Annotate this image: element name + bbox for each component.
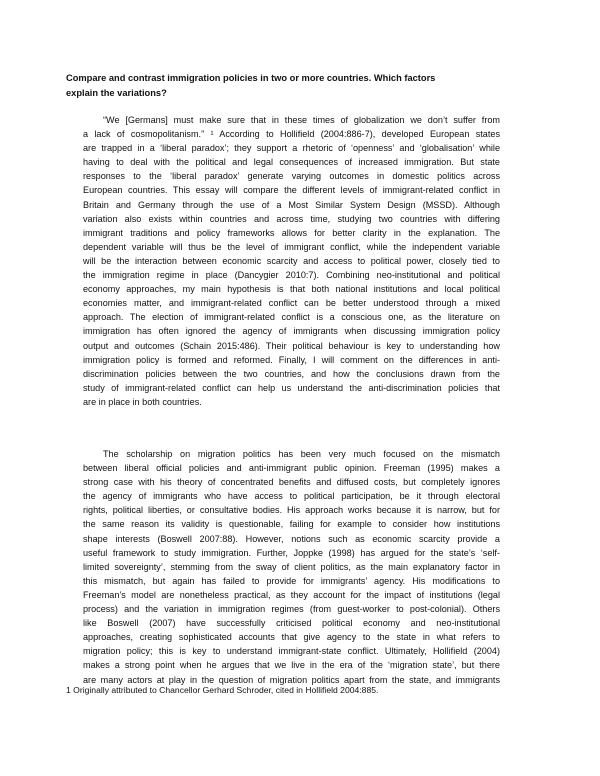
paragraph2-line: rights, political liberties, or consultative bodies. His approach works because it is narrow, but for	[83, 505, 500, 516]
paragraph1-line: dependent variable will thus be the level of immigrant conflict, while the independent variable	[83, 241, 500, 252]
paragraph2-line: useful framework to study immigration. Further, Joppke (1998) has argued for the state’s ‘self-	[83, 547, 500, 558]
paragraph1-line: European countries. This essay will compare the different levels of immigrant-related conflict in	[83, 185, 500, 196]
paragraph1-line: the immigration regime in place (Dancygier 2010:7). Combining neo-institutional and political	[83, 270, 500, 281]
paragraph2-line: between liberal official policies and anti-immigrant public opinion. Freeman (1995) makes a	[83, 463, 500, 474]
paragraph1-line: study of immigrant-related conflict can help us understand the anti-discrimination policies that	[83, 382, 500, 393]
paragraph2-line: like Boswell (2007) have successfully criticised political economy and neo-institutional	[83, 618, 500, 629]
paragraph1-line: output and outcomes (Schain 2015:486). Their political behaviour is key to understanding how	[83, 340, 500, 351]
paragraph1-line: variation also exists within countries and across time, studying two countries with differing	[83, 213, 500, 224]
paragraph2-line: limited sovereignty’, stemming from the sway of client politics, as the main explanatory factor in	[83, 561, 500, 572]
paragraph1-line: immigration has often ignored the agency of immigrants when discussing immigration policy	[83, 326, 500, 337]
paragraph1-line: Britain and Germany through the use of a Most Similar System Design (MSSD). Although	[83, 199, 500, 210]
paragraph1-line: economies matter, and immigrant-related conflict can be better understood through a mixed	[83, 298, 500, 309]
paragraph-2	[83, 447, 500, 687]
paragraph2-line: strong case with his theory of concentrated benefits and diffused costs, but completely ignores	[83, 477, 500, 488]
paragraph2-line: the agency of immigrants who have access to political participation, be it through electoral	[83, 491, 500, 502]
paragraph1-line: economy approaches, my main hypothesis is that both national institutions and local political	[83, 284, 500, 295]
paragraph2-line: Freeman’s model are nonetheless practical, as they account for the impact of institutions (legal	[83, 589, 500, 600]
paragraph2-line: shape interests (Boswell 2007:88). However, notions such as economic scarcity provide a	[83, 533, 500, 544]
paragraph1-line: a lack of cosmopolitanism.” ¹ According to Hollifield (2004:886-7), developed European states	[83, 129, 500, 140]
paragraph2-line: process) and the variation in immigration regimes (from guest-worker to post-colonial). Others	[83, 604, 500, 615]
essay-title	[66, 71, 536, 100]
paragraph2-line: are many actors at play in the question of migration politics apart from the state, and immigrants	[83, 674, 500, 685]
paragraph1-line: immigrant traditions and policy frameworks allows for better clarity in the explanation. The	[83, 227, 500, 238]
paragraph2-line: migration policy; this is key to understand immigrant-state conflict. Ultimately, Hollifield (2004)	[83, 646, 500, 657]
paragraph1-line: will be the interaction between economic scarcity and access to political power, closely tied to	[83, 255, 500, 266]
paragraph1-line: are in place in both countries.	[83, 396, 202, 407]
paragraph2-line: makes a strong point when he argues that we live in the era of the ‘migration state’, but there	[83, 660, 500, 671]
paragraph1-line: having to deal with the political and legal consequences of increased immigration. But state	[83, 157, 500, 168]
paragraph2-line: The scholarship on migration politics has been very much focused on the mismatch	[103, 449, 500, 459]
paragraph-1	[83, 113, 500, 409]
paragraph2-line: approaches, creating sophisticated accounts that give agency to the state in what refers to	[83, 632, 500, 643]
footnote: 1 Originally attributed to Chancellor Gerhard Schroder, cited in Hollifield 2004:885.	[66, 685, 379, 695]
essay-title-line-2: explain the variations?	[66, 87, 167, 98]
paragraph2-line: the same reason its validity is questionable, failing for example to consider how institutions	[83, 519, 500, 530]
paragraph1-line: are trapped in a ‘liberal paradox’; they support a rhetoric of ‘openness’ and ‘globalisation’ while	[83, 143, 500, 154]
paragraph1-line: discrimination policies between the two countries, and how the conclusions drawn from the	[83, 368, 500, 379]
paragraph1-line: “We [Germans] must make sure that in these times of globalization we don’t suffer from	[103, 115, 500, 125]
paragraph1-line: responses to the ‘liberal paradox’ generate varying outcomes in domestic politics across	[83, 171, 500, 182]
paragraph2-line: this mismatch, but again has failed to provide for immigrants’ agency. His modifications to	[83, 575, 500, 586]
paragraph1-line: approach. The election of immigrant-related conflict is a conscious one, as the literature on	[83, 312, 500, 323]
essay-title-line-1: Compare and contrast immigration policies in two or more countries. Which factors	[66, 73, 436, 83]
paragraph1-line: immigration policy is formed and reformed. Finally, I will comment on the differences in anti-	[83, 354, 500, 365]
